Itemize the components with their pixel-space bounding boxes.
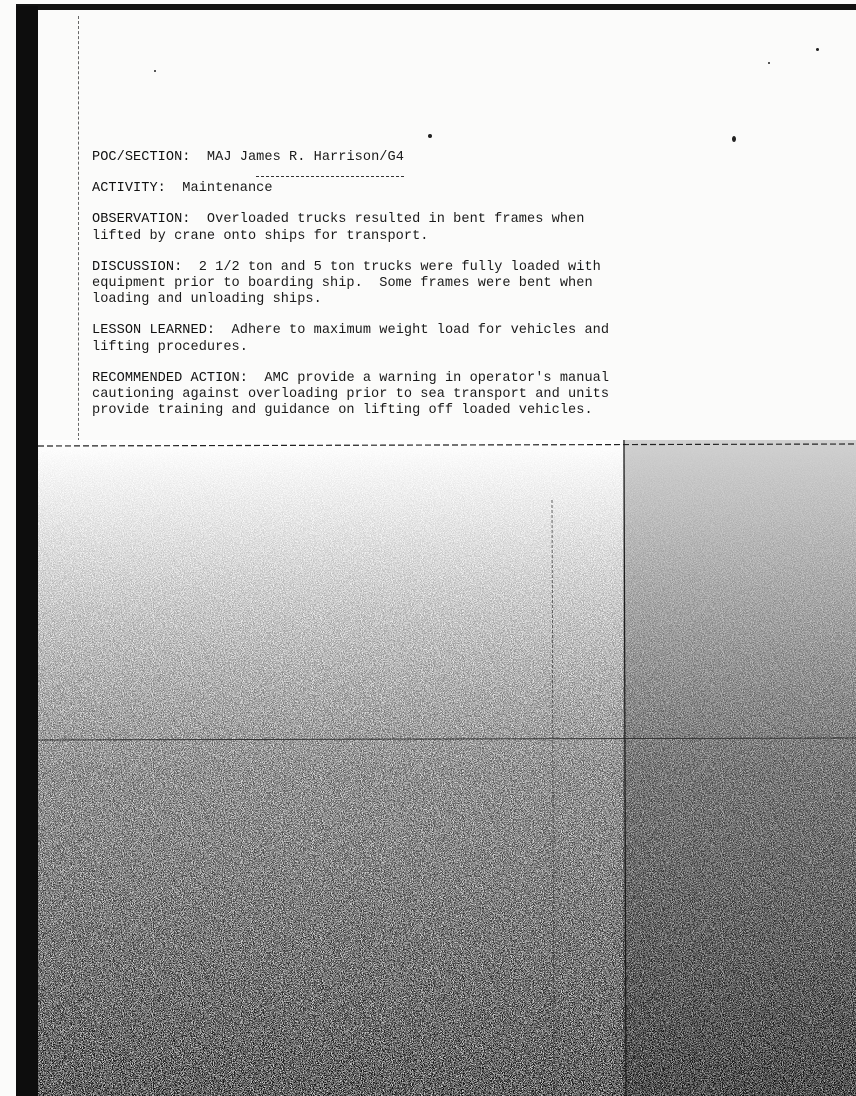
discussion-line-2: equipment prior to boarding ship. Some frames were bent when [92,276,593,292]
observation-line-2: lifted by crane onto ships for transport. [92,228,429,244]
poc-section-label: POC/SECTION: [92,150,191,165]
activity-label: ACTIVITY: [92,181,166,197]
margin-rule [78,16,79,446]
scan-top-edge [16,4,856,10]
speck [816,48,819,51]
lesson-learned-label: LESSON LEARNED: [92,323,216,339]
lesson-learned-field [92,323,652,355]
observation-field [92,212,652,244]
lesson-learned-line-1: Adhere to maximum weight load for vehicles and [231,323,610,339]
recommended-action-line-2: cautioning against overloading prior to sea transport and units [92,387,610,403]
discussion-line-1: 2 1/2 ton and 5 ton trucks were fully loaded with [198,259,601,275]
discussion-label: DISCUSSION: [92,259,183,275]
recommended-action-line-3: provide training and guidance on lifting off loaded vehicles. [92,403,593,419]
observation-line-1: Overloaded trucks resulted in bent frames when [206,212,585,228]
speck [154,70,156,72]
observation-label: OBSERVATION: [92,212,191,228]
speck [768,62,770,64]
memo-body [92,150,652,434]
recommended-action-line-1: AMC provide a warning in operator's manual [264,370,610,386]
discussion-field [92,260,652,309]
activity-field [92,181,652,197]
activity-value: Maintenance [182,181,273,197]
recommended-action-label: RECOMMENDED ACTION: [92,370,248,386]
recommended-action-field [92,371,652,420]
poc-section-value: MAJ James R. Harrison/G4 [206,150,404,165]
speck [732,136,736,142]
scan-noise-area [38,440,856,1096]
poc-section-field [92,150,652,166]
scan-left-edge [16,6,38,1096]
discussion-line-3: loading and unloading ships. [92,292,322,308]
lesson-learned-line-2: lifting procedures. [92,339,248,355]
signature-underline [256,176,404,177]
speck [428,134,432,138]
